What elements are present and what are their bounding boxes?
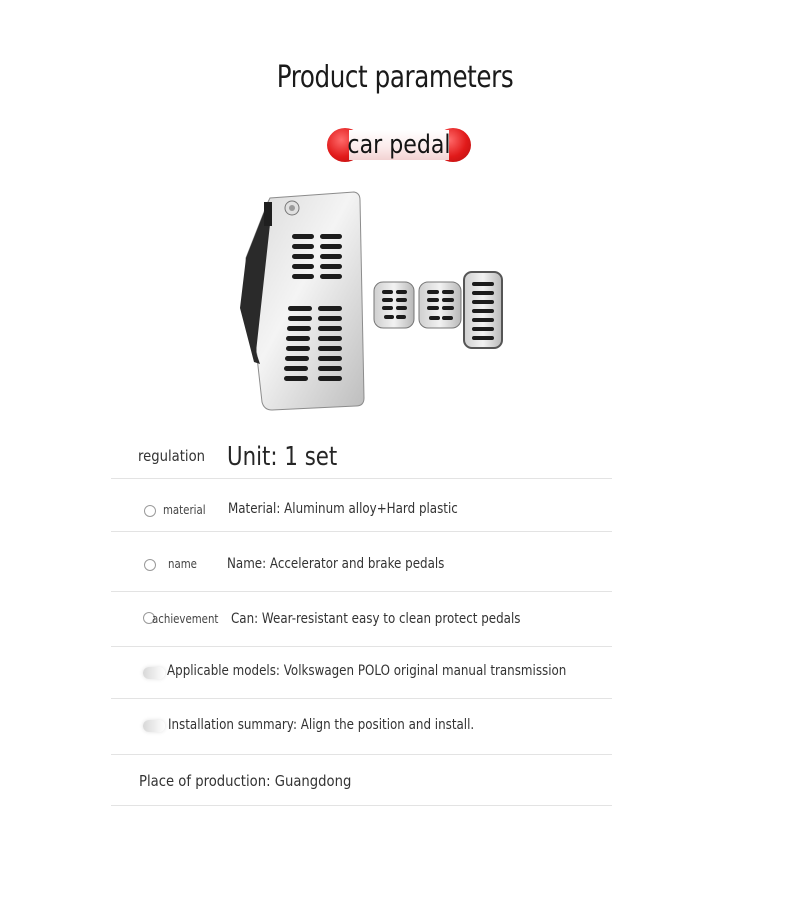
radio-circle-icon: [144, 559, 156, 571]
param-row-models: [111, 647, 612, 699]
install-value: Installation summary: Align the position and install.: [168, 717, 475, 733]
name-label: name: [168, 557, 197, 571]
page-title: Product parameters: [276, 60, 514, 95]
param-row-install: [111, 699, 612, 755]
product-tag: [327, 128, 471, 164]
models-value: Applicable models: Volkswagen POLO original manual transmission: [167, 663, 567, 679]
regulation-label: regulation: [138, 447, 206, 465]
param-row-origin: [111, 755, 612, 806]
param-row-achievement: [111, 592, 612, 647]
radio-circle-icon: [144, 505, 156, 517]
param-row-unit: [111, 430, 612, 479]
name-value: Name: Accelerator and brake pedals: [227, 556, 445, 572]
unit-value: Unit: 1 set: [227, 442, 338, 472]
material-value: Material: Aluminum alloy+Hard plastic: [228, 501, 458, 517]
pedal-set-image: [236, 188, 508, 414]
param-row-name: [111, 532, 612, 592]
achievement-label: achievement: [152, 612, 219, 626]
tag-label: car pedal: [347, 130, 451, 160]
material-label: material: [163, 503, 206, 517]
radio-circle-icon: [143, 667, 165, 679]
achievement-value: Can: Wear-resistant easy to clean protect pedals: [231, 611, 521, 627]
param-row-material: [111, 479, 612, 532]
origin-value: Place of production: Guangdong: [139, 772, 352, 790]
radio-circle-icon: [143, 720, 165, 732]
